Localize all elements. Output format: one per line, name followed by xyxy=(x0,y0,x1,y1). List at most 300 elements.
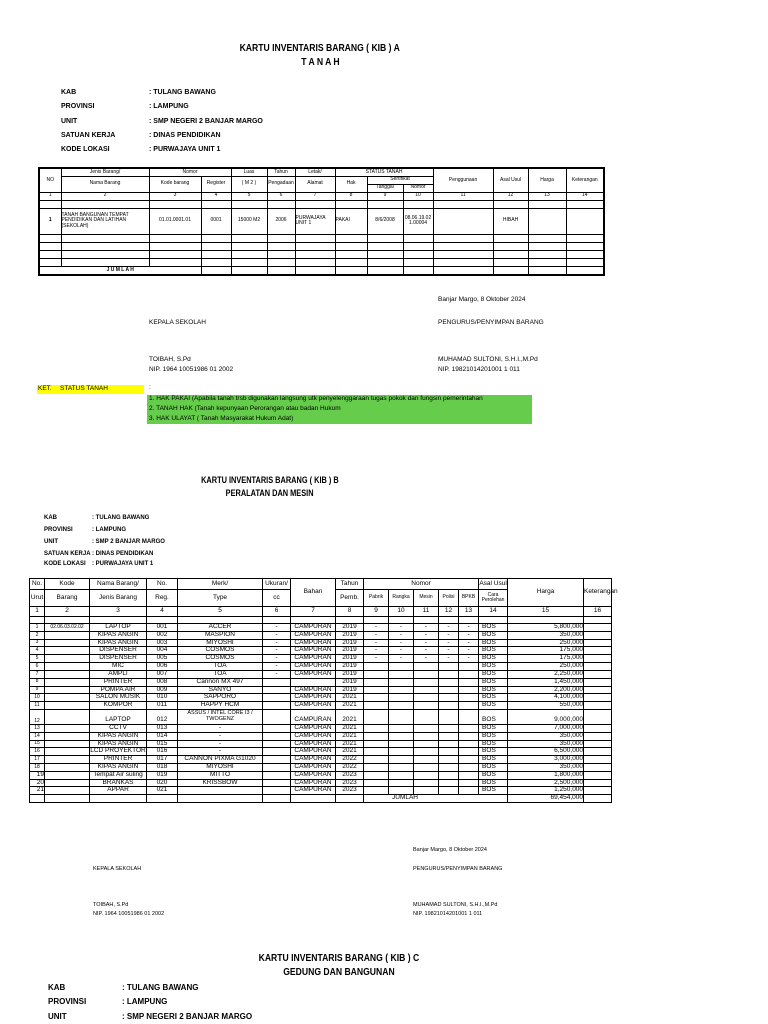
cell-pabrik xyxy=(364,670,389,678)
cell-no: 17 xyxy=(30,756,45,764)
cell-pabrik xyxy=(364,787,389,795)
cell-ket xyxy=(584,748,612,756)
kib-a-left-name: TOIBAH, S.Pd xyxy=(149,356,191,363)
col-number: 1 xyxy=(30,607,45,617)
cell-nama: APPAR xyxy=(90,787,147,795)
cell-ket xyxy=(584,678,612,686)
cell-pabrik: - xyxy=(364,639,389,647)
cell-no: 13 xyxy=(30,724,45,732)
cell-kode xyxy=(45,647,90,655)
cell-mesin: - xyxy=(414,647,439,655)
cell-no: 5 xyxy=(30,655,45,663)
info-label: KODE LOKASI xyxy=(61,146,110,153)
cell-ket xyxy=(584,756,612,764)
cell-reg: 012 xyxy=(147,709,178,724)
cell-asal: BOS xyxy=(479,748,508,756)
cell-rangka xyxy=(389,779,414,787)
cell-harga: 250,000 xyxy=(508,639,584,647)
info-value: : LAMPUNG xyxy=(92,527,126,533)
cell-ukuran xyxy=(263,702,291,710)
cell-kode xyxy=(45,764,90,772)
th-harga: Harga xyxy=(528,168,566,192)
info-label: KAB xyxy=(44,515,57,521)
cell-no: 15 xyxy=(30,740,45,748)
cell-reg: 019 xyxy=(147,771,178,779)
cell-bpkb: - xyxy=(459,655,479,663)
cell-merk: ASSUS / INTEL CORE I3 / TWOGENZ xyxy=(178,709,263,724)
col-number: 2 xyxy=(45,607,90,617)
info-value: : SMP NEGERI 2 BANJAR MARGO xyxy=(149,118,263,125)
cell-no: 21 xyxy=(30,787,45,795)
cell-pabrik xyxy=(364,779,389,787)
cell-reg: 004 xyxy=(147,647,178,655)
cell-mesin xyxy=(414,732,439,740)
cell-merk: - xyxy=(178,740,263,748)
cell-ket xyxy=(584,724,612,732)
cell-merk: - xyxy=(178,724,263,732)
cell-polisi: - xyxy=(439,631,459,639)
cell-register: 0001 xyxy=(201,208,231,234)
cell-no: 11 xyxy=(30,702,45,710)
cell-ket xyxy=(584,740,612,748)
th-kode: Kode barang xyxy=(149,176,201,192)
cell-rangka: - xyxy=(389,624,414,632)
cell-kode xyxy=(45,740,90,748)
col-number: 5 xyxy=(178,607,263,617)
table-row xyxy=(30,631,612,639)
cell-asal: BOS xyxy=(479,779,508,787)
info-label: UNIT xyxy=(61,118,78,125)
cell-rangka xyxy=(389,678,414,686)
info-value: : LAMPUNG xyxy=(149,103,189,110)
cell-ket xyxy=(584,771,612,779)
cell-tahun: 2022 xyxy=(336,756,364,764)
cell-reg: 013 xyxy=(147,724,178,732)
cell-merk: COSMOS xyxy=(178,655,263,663)
col-number: 4 xyxy=(201,192,231,200)
kib-a-right-nip: NIP. 19821014201001 1 011 xyxy=(438,366,520,373)
th-sertifikat: Sertifikat xyxy=(367,176,433,184)
cell-bahan: CAMPURAN xyxy=(291,732,336,740)
col-number: 13 xyxy=(459,607,479,617)
cell-ukuran: - xyxy=(263,631,291,639)
cell-mesin: - xyxy=(414,631,439,639)
cell-polisi xyxy=(439,702,459,710)
cell-reg: 011 xyxy=(147,702,178,710)
cell-pabrik: - xyxy=(364,624,389,632)
cell-no: 10 xyxy=(30,694,45,702)
cell-mesin xyxy=(414,748,439,756)
cell-mesin xyxy=(414,779,439,787)
cell-pabrik xyxy=(364,686,389,694)
col-number: 12 xyxy=(493,192,528,200)
col-number: 16 xyxy=(584,607,612,617)
col-number: 6 xyxy=(267,192,295,200)
cell-harga: 7,000,000 xyxy=(508,724,584,732)
cell-ket xyxy=(584,624,612,632)
cell-bpkb: - xyxy=(459,647,479,655)
cell-harga xyxy=(528,208,566,234)
cell-bpkb: - xyxy=(459,639,479,647)
cell-no: 1 xyxy=(30,624,45,632)
cell-bahan xyxy=(291,678,336,686)
cell-bpkb xyxy=(459,694,479,702)
kib-b-place-date: Banjar Margo, 8 Oktober 2024 xyxy=(413,847,487,853)
cell-nama: KIPAS ANGIN xyxy=(90,732,147,740)
cell-asal: BOS xyxy=(479,740,508,748)
cell-tahun: 2006 xyxy=(267,208,295,234)
cell-bahan: CAMPURAN xyxy=(291,702,336,710)
cell-rangka xyxy=(389,694,414,702)
cell-merk: COSMOS xyxy=(178,647,263,655)
cell-nama: KOMPOR xyxy=(90,702,147,710)
cell-rangka: - xyxy=(389,647,414,655)
jumlah-label: JUMLAH xyxy=(364,795,508,803)
cell-polisi xyxy=(439,756,459,764)
cell-bpkb xyxy=(459,756,479,764)
cell-pabrik xyxy=(364,694,389,702)
cell-asal: BOS xyxy=(479,655,508,663)
cell-harga: 2,250,000 xyxy=(508,670,584,678)
cell-no: 1 xyxy=(39,208,61,234)
kib-b-right-role: PENGURUS/PENYIMPAN BARANG xyxy=(413,866,503,872)
cell-ket xyxy=(584,694,612,702)
col-number: 12 xyxy=(439,607,459,617)
cell-bpkb xyxy=(459,748,479,756)
cell-merk: SAPPORO xyxy=(178,694,263,702)
cell-reg: 016 xyxy=(147,748,178,756)
info-label: KAB xyxy=(61,89,77,96)
cell-mesin xyxy=(414,740,439,748)
cell-asal: BOS xyxy=(479,631,508,639)
th-polisi: Polisi xyxy=(439,590,459,607)
cell-ket xyxy=(584,686,612,694)
cell-bahan: CAMPURAN xyxy=(291,709,336,724)
kib-c-title: KARTU INVENTARIS BARANG ( KIB ) C xyxy=(258,952,420,964)
cell-ket xyxy=(584,709,612,724)
th-jenis: Nama Barang xyxy=(61,176,149,192)
cell-ket xyxy=(584,779,612,787)
cell-bahan: CAMPURAN xyxy=(291,779,336,787)
cell-reg: 015 xyxy=(147,740,178,748)
cell-merk: - xyxy=(178,732,263,740)
cell-kode xyxy=(45,670,90,678)
cell-bahan: CAMPURAN xyxy=(291,771,336,779)
th-status: STATUS TANAH xyxy=(335,168,433,176)
table-row xyxy=(39,208,604,234)
cell-ukuran xyxy=(263,779,291,787)
cell-merk: ACCER xyxy=(178,624,263,632)
cell-nama: PRINTER xyxy=(90,678,147,686)
info-value: : TULANG BAWANG xyxy=(122,983,199,992)
th-nomor: Nomor xyxy=(149,168,231,176)
cell-kode xyxy=(45,724,90,732)
cell-ukuran xyxy=(263,771,291,779)
cell-rangka xyxy=(389,686,414,694)
cell-asal: BOS xyxy=(479,732,508,740)
cell-kode xyxy=(45,702,90,710)
kib-a-title: KARTU INVENTARIS BARANG ( KIB ) A xyxy=(239,42,401,54)
cell-ukuran xyxy=(263,709,291,724)
col-number: 6 xyxy=(263,607,291,617)
cell-merk: CANNON PIXMA G1020 xyxy=(178,756,263,764)
cell-bpkb xyxy=(459,787,479,795)
cell-polisi xyxy=(439,787,459,795)
th-nomor: Nomor xyxy=(364,579,479,590)
col-number: 10 xyxy=(403,192,433,200)
cell-bahan: CAMPURAN xyxy=(291,740,336,748)
kib-b-left-nip: NIP. 1964 10051986 01 2002 xyxy=(93,911,165,917)
cell-reg: 008 xyxy=(147,678,178,686)
cell-harga: 350,000 xyxy=(508,740,584,748)
th-tanggal: Tanggal xyxy=(367,184,403,192)
cell-asal: BOS xyxy=(479,624,508,632)
cell-bpkb xyxy=(459,670,479,678)
cell-pabrik xyxy=(364,678,389,686)
cell-tahun: 2023 xyxy=(336,771,364,779)
th-asal-top: Asal Usul xyxy=(479,579,508,590)
th-nama-top: Nama Barang/ xyxy=(90,579,147,590)
cell-nama: DISPENSER xyxy=(90,655,147,663)
cell-ukuran xyxy=(263,724,291,732)
cell-merk: HAPPY HCM xyxy=(178,702,263,710)
info-value: : SMP 2 BANJAR MARGO xyxy=(92,539,165,545)
kib-a-place-date: Banjar Margo, 8 Oktober 2024 xyxy=(438,296,526,303)
cell-kode xyxy=(45,678,90,686)
cell-asal: BOS xyxy=(479,724,508,732)
cell-mesin xyxy=(414,670,439,678)
cell-bpkb xyxy=(459,771,479,779)
cell-polisi: - xyxy=(439,655,459,663)
th-penggunaan: Penggunaan xyxy=(433,168,493,192)
info-label: PROVINSI xyxy=(44,527,73,533)
cell-polisi xyxy=(439,740,459,748)
kib-a-left-nip: NIP. 1964 10051986 01 2002 xyxy=(149,366,234,373)
cell-nama: BRANKAS xyxy=(90,779,147,787)
th-kode-top: Kode xyxy=(45,579,90,590)
th-nama: Jenis Barang xyxy=(90,590,147,607)
cell-polisi xyxy=(439,779,459,787)
cell-harga: 1,250,000 xyxy=(508,787,584,795)
th-nomor2: Nomor xyxy=(403,184,433,192)
cell-bahan: CAMPURAN xyxy=(291,686,336,694)
col-number: 7 xyxy=(291,607,336,617)
info-label: KAB xyxy=(48,983,66,992)
cell-rangka: - xyxy=(389,631,414,639)
cell-rangka xyxy=(389,670,414,678)
cell-ukuran xyxy=(263,740,291,748)
cell-polisi xyxy=(439,771,459,779)
cell-harga: 250,000 xyxy=(508,663,584,671)
cell-asal: BOS xyxy=(479,702,508,710)
col-number: 11 xyxy=(414,607,439,617)
th-mesin: Mesin xyxy=(414,590,439,607)
kib-b-table xyxy=(29,578,618,803)
ket-label: KET. xyxy=(38,385,52,392)
cell-bpkb: - xyxy=(459,624,479,632)
cell-bahan: CAMPURAN xyxy=(291,639,336,647)
cell-harga: 350,000 xyxy=(508,764,584,772)
cell-bpkb xyxy=(459,740,479,748)
cell-tahun: 2019 xyxy=(336,678,364,686)
cell-bpkb xyxy=(459,686,479,694)
cell-asal: BOS xyxy=(479,663,508,671)
cell-penggunaan xyxy=(433,208,493,234)
total-value: 69,454,000 xyxy=(508,795,584,803)
info-label: KODE LOKASI xyxy=(44,561,86,567)
cell-kode xyxy=(45,748,90,756)
th-merk-top: Merk/ xyxy=(178,579,263,590)
cell-bahan: CAMPURAN xyxy=(291,694,336,702)
th-tahun: Pemb. xyxy=(336,590,364,607)
cell-reg: 007 xyxy=(147,670,178,678)
cell-harga: 9,000,000 xyxy=(508,709,584,724)
cell-rangka xyxy=(389,771,414,779)
kib-a-left-role: KEPALA SEKOLAH xyxy=(149,319,206,326)
kib-b-title: KARTU INVENTARIS BARANG ( KIB ) B xyxy=(201,475,339,485)
cell-bahan: CAMPURAN xyxy=(291,631,336,639)
cell-polisi xyxy=(439,663,459,671)
cell-bpkb xyxy=(459,663,479,671)
col-number: 15 xyxy=(508,607,584,617)
kib-a-subtitle: T A N A H xyxy=(300,56,340,68)
th-no: Urut xyxy=(30,590,45,607)
th-luas-top: Luas xyxy=(231,168,267,176)
col-number: 9 xyxy=(367,192,403,200)
cell-nama: CCTV xyxy=(90,724,147,732)
info-value: : PURWAJAYA UNIT 1 xyxy=(92,561,154,567)
cell-luas: 15000 M2 xyxy=(231,208,267,234)
cell-tahun: 2021 xyxy=(336,740,364,748)
cell-nama: TANAH BANGUNAN TEMPAT PENDIDIKAN DAN LATIHAN (SEKOLAH) xyxy=(61,208,149,234)
cell-nama: LCD PROYEKTOR xyxy=(90,747,146,755)
info-value: : LAMPUNG xyxy=(122,997,168,1006)
cell-harga: 175,000 xyxy=(508,647,584,655)
info-value: : PURWAJAYA UNIT 1 xyxy=(149,146,221,153)
cell-tahun: 2019 xyxy=(336,647,364,655)
cell-polisi xyxy=(439,724,459,732)
ket-item: 2. TANAH HAK (Tanah kepunyaan Perorangan atau badan Hukum xyxy=(149,405,341,412)
cell-no: 20 xyxy=(30,779,45,787)
cell-tahun: 2021 xyxy=(336,732,364,740)
th-register: Register xyxy=(201,176,231,192)
cell-asal: BOS xyxy=(479,709,508,724)
cell-reg: 001 xyxy=(147,624,178,632)
cell-polisi xyxy=(439,732,459,740)
th-letak: Alamat xyxy=(295,176,335,192)
cell-mesin xyxy=(414,724,439,732)
cell-mesin xyxy=(414,702,439,710)
cell-polisi: - xyxy=(439,639,459,647)
cell-pabrik xyxy=(364,756,389,764)
cell-kode: 01.01.0001.01 xyxy=(149,208,201,234)
cell-mesin: - xyxy=(414,639,439,647)
cell-nama: Tempat Air suling xyxy=(90,771,147,779)
kib-b-left-name: TOIBAH, S.Pd xyxy=(93,902,129,908)
cell-polisi xyxy=(439,678,459,686)
cell-bahan: CAMPURAN xyxy=(291,670,336,678)
cell-mesin xyxy=(414,694,439,702)
cell-ket xyxy=(584,639,612,647)
cell-kode xyxy=(45,639,90,647)
cell-ket xyxy=(584,663,612,671)
cell-tahun: 2019 xyxy=(336,631,364,639)
cell-asal: BOS xyxy=(479,670,508,678)
cell-polisi xyxy=(439,748,459,756)
cell-no: 9 xyxy=(30,686,45,694)
th-merk: Type xyxy=(178,590,263,607)
cell-no: 4 xyxy=(30,647,45,655)
cell-no: 3 xyxy=(30,639,45,647)
cell-kode xyxy=(45,771,90,779)
cell-tanggal: 8/6/2008 xyxy=(367,208,403,234)
cell-merk: MIYOSHI xyxy=(178,764,263,772)
cell-harga: 6,500,000 xyxy=(508,748,584,756)
cell-nama: POMPA AIR xyxy=(90,686,147,694)
cell-bahan: CAMPURAN xyxy=(291,663,336,671)
cell-bahan: CAMPURAN xyxy=(291,724,336,732)
cell-bpkb xyxy=(459,732,479,740)
col-number: 5 xyxy=(231,192,267,200)
cell-kode xyxy=(45,732,90,740)
cell-tahun: 2021 xyxy=(336,694,364,702)
cell-pabrik xyxy=(364,724,389,732)
cell-ukuran xyxy=(263,787,291,795)
cell-harga: 3,000,000 xyxy=(508,756,584,764)
col-number: 10 xyxy=(389,607,414,617)
cell-ukuran xyxy=(263,764,291,772)
cell-ukuran: - xyxy=(263,647,291,655)
cell-nama: DISPENSER xyxy=(90,647,147,655)
col-number: 14 xyxy=(566,192,604,200)
col-number: 4 xyxy=(147,607,178,617)
cell-bpkb xyxy=(459,709,479,724)
cell-merk: TOA xyxy=(178,670,263,678)
cell-ket xyxy=(584,655,612,663)
cell-pabrik xyxy=(364,764,389,772)
cell-tahun: 2019 xyxy=(336,624,364,632)
th-no-top: No. xyxy=(30,579,45,590)
cell-mesin xyxy=(414,756,439,764)
cell-rangka xyxy=(389,702,414,710)
th-reg: Reg. xyxy=(147,590,178,607)
cell-nama: KIPAS ANGIN xyxy=(90,631,147,639)
cell-asal: BOS xyxy=(479,694,508,702)
cell-tahun: 2023 xyxy=(336,779,364,787)
cell-mesin xyxy=(414,709,439,724)
th-ket: Keterangan xyxy=(566,168,604,192)
cell-no: 6 xyxy=(30,663,45,671)
info-label: PROVINSI xyxy=(61,103,95,110)
cell-rangka: - xyxy=(389,655,414,663)
cell-rangka xyxy=(389,740,414,748)
cell-kode xyxy=(45,686,90,694)
cell-tahun: 2022 xyxy=(336,764,364,772)
table-row xyxy=(30,709,612,724)
cell-asal: BOS xyxy=(479,764,508,772)
th-rangka: Rangka xyxy=(389,590,414,607)
cell-polisi xyxy=(439,709,459,724)
cell-ket xyxy=(584,732,612,740)
cell-mesin xyxy=(414,771,439,779)
cell-pabrik xyxy=(364,771,389,779)
info-value: : DINAS PENDIDIKAN xyxy=(149,132,221,139)
th-jenis-top: Jenis Barang/ xyxy=(61,168,149,176)
col-number: 2 xyxy=(61,192,149,200)
cell-kode xyxy=(45,655,90,663)
cell-pabrik: - xyxy=(364,655,389,663)
cell-ket xyxy=(584,670,612,678)
